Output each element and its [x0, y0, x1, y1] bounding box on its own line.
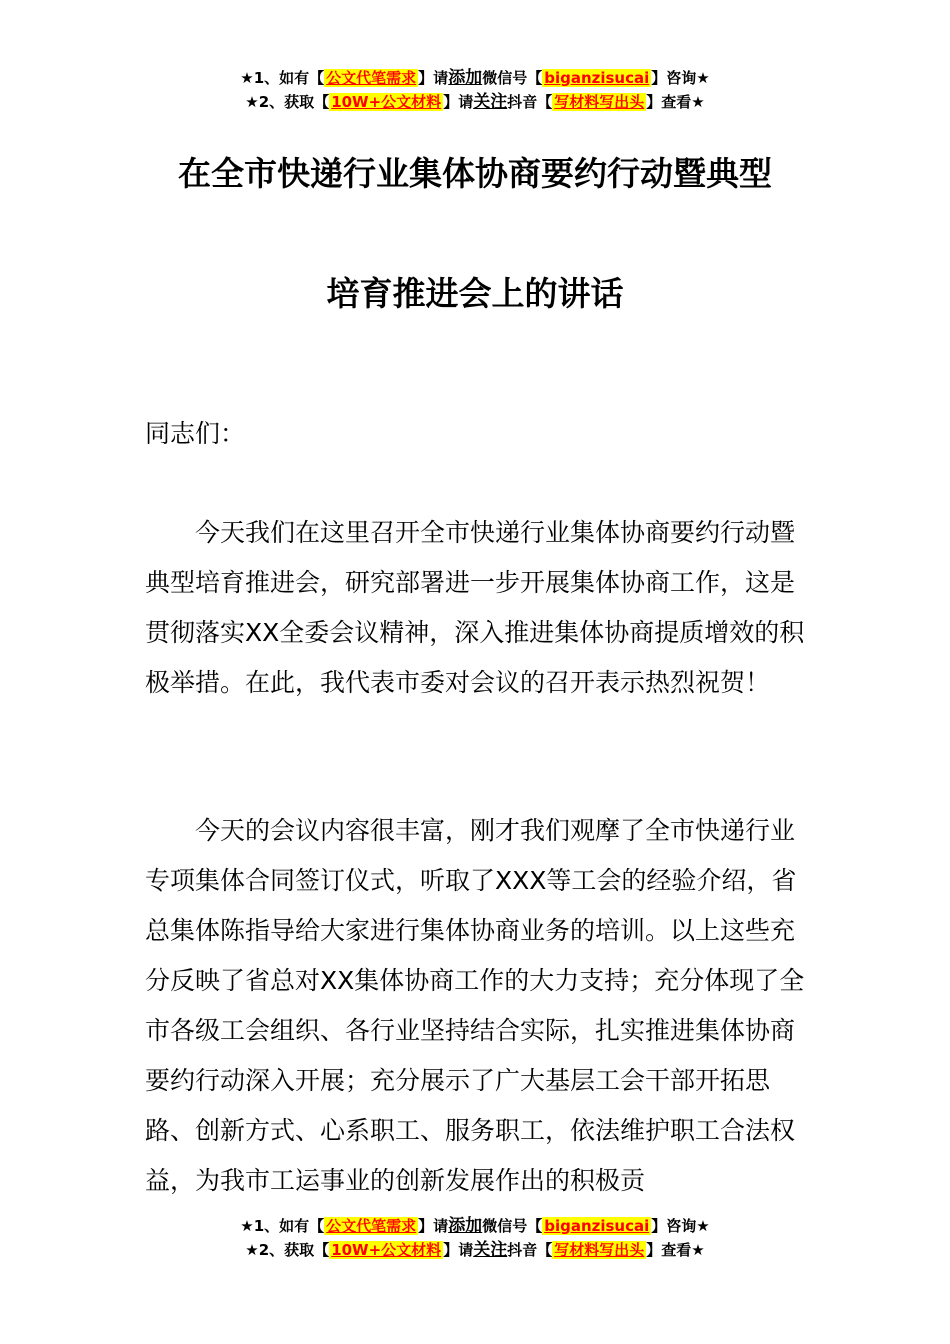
highlight-wechat-id: biganzisucai: [544, 1217, 650, 1235]
paragraph-2: 今天的会议内容很丰富，刚才我们观摩了全市快递行业专项集体合同签订仪式，听取了XXX等工会的经验介绍，省总集体陈指导给大家进行集体协商业务的培训。以上这些充分反映了省总对XX集体协商工作的大力支持；充分体现了全市各级工会组织、各行业坚持结合实际，扎实推进集体协商要约行动深入开展；充分展示了广大基层工会干部开拓思路、创新方式、心系职工、服务职工，依法维护职工合法权益，为我市工运事业的创新发展作出的积极贡: [145, 816, 805, 1195]
highlight-materials: 10W+公文材料: [331, 1241, 442, 1259]
banner-line-1: [0, 1214, 950, 1238]
banner-text: 】咨询★: [651, 1217, 710, 1235]
highlight-douyin-id: 写材料写出头: [554, 93, 645, 111]
banner-emphasis: 添加: [448, 68, 483, 88]
salutation: 同志们：: [145, 419, 246, 448]
banner-line-2: [0, 90, 950, 114]
banner-emphasis: 添加: [448, 1216, 483, 1236]
paragraph-1: 今天我们在这里召开全市快递行业集体协商要约行动暨典型培育推进会，研究部署进一步开展集体协商工作，这是贯彻落实XX全委会议精神，深入推进集体协商提质增效的积极举措。在此，我代表市委对会议的召开表示热烈祝贺！: [145, 518, 805, 697]
banner-text: ★1、如有【: [240, 69, 325, 87]
banner-text: 】请: [418, 1217, 449, 1235]
banner-line-2: [0, 1238, 950, 1262]
footer-banner: [0, 1214, 950, 1262]
banner-text: ★1、如有【: [240, 1217, 325, 1235]
banner-text: 】查看★: [646, 93, 705, 111]
header-banner: [0, 66, 950, 114]
banner-text: ★2、获取【: [245, 1241, 330, 1259]
document-title-line-2: 培育推进会上的讲话: [326, 274, 624, 313]
banner-text: 】请: [443, 1241, 474, 1259]
document-title-line-1: 在全市快递行业集体协商要约行动暨典型: [178, 154, 772, 193]
highlight-service: 公文代笔需求: [326, 69, 417, 87]
banner-text: 抖音【: [507, 1241, 553, 1259]
highlight-wechat-id: biganzisucai: [544, 69, 650, 87]
banner-text: ★2、获取【: [245, 93, 330, 111]
banner-text: 】咨询★: [651, 69, 710, 87]
highlight-materials: 10W+公文材料: [331, 93, 442, 111]
banner-text: 】请: [418, 69, 449, 87]
banner-line-1: [0, 66, 950, 90]
banner-emphasis: 关注: [473, 1240, 508, 1260]
highlight-service: 公文代笔需求: [326, 1217, 417, 1235]
banner-text: 微信号【: [482, 1217, 543, 1235]
banner-text: 】请: [443, 93, 474, 111]
highlight-douyin-id: 写材料写出头: [554, 1241, 645, 1259]
banner-text: 微信号【: [482, 69, 543, 87]
banner-emphasis: 关注: [473, 92, 508, 112]
banner-text: 】查看★: [646, 1241, 705, 1259]
banner-text: 抖音【: [507, 93, 553, 111]
